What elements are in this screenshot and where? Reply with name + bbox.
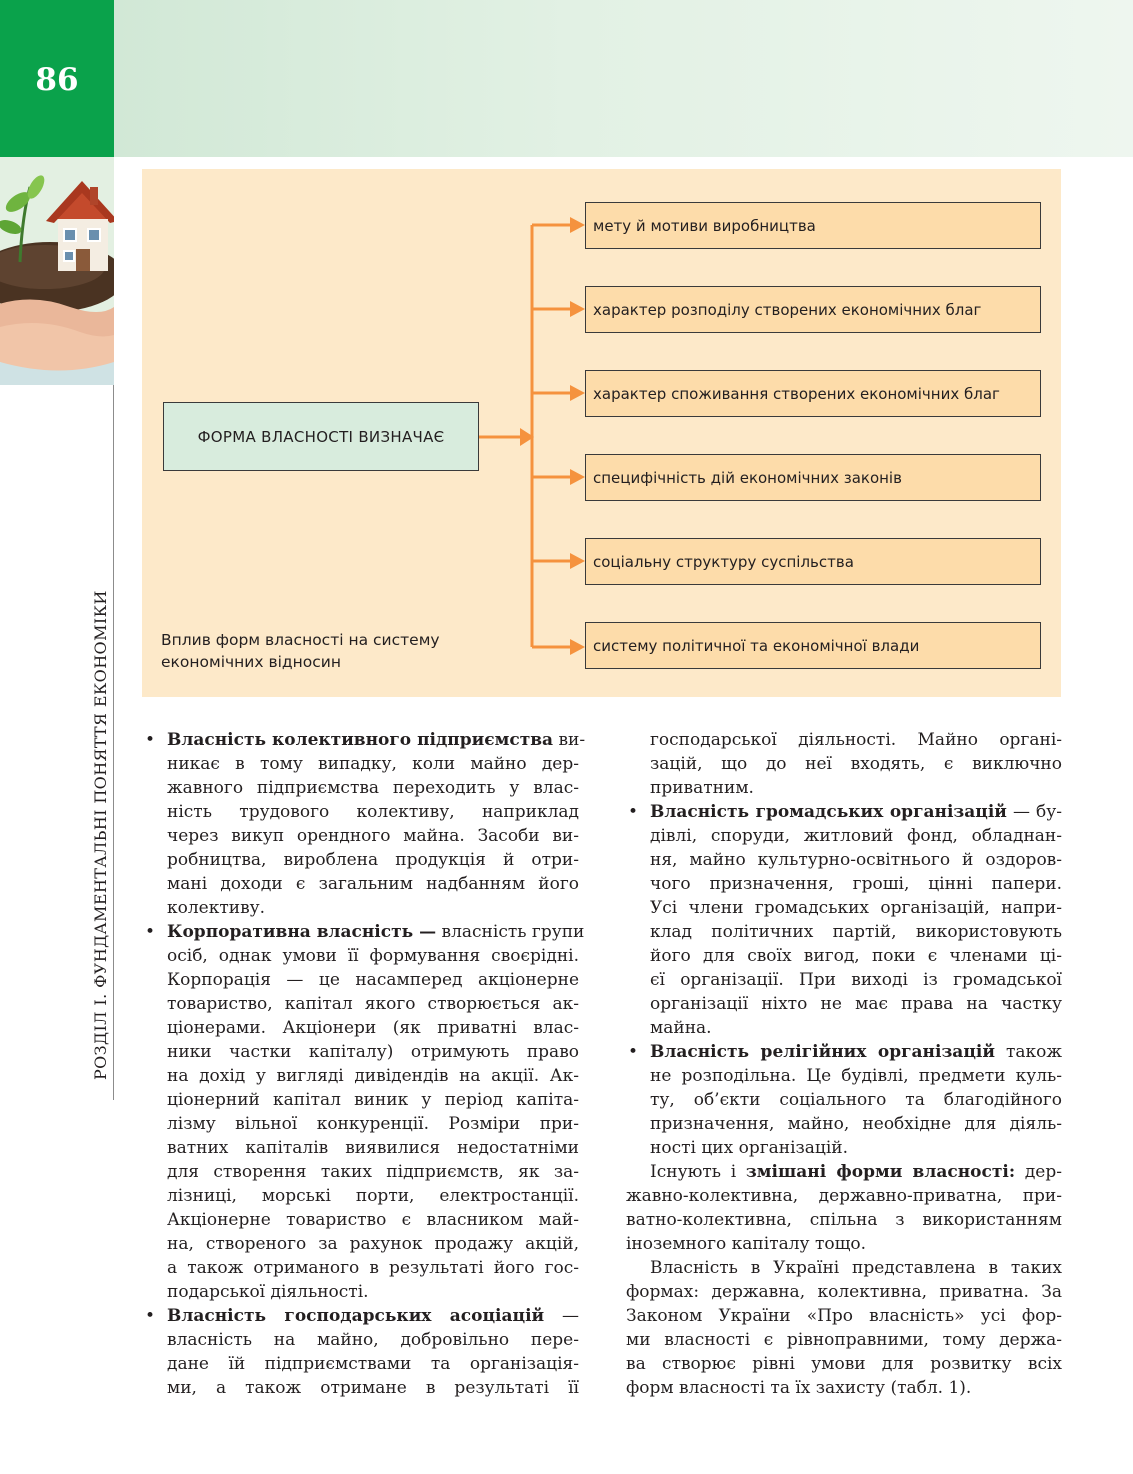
term-bold: Власність релігійних організацій [650,1042,995,1062]
caption-line: економічних відносин [161,653,341,671]
text-line: ність трудового колективу, наприклад [167,802,579,822]
diagram-caption [161,629,481,673]
text-line: на, створеного за рахунок продажу акцій, [167,1234,579,1254]
text-line: подарської діяльності. [167,1282,369,1302]
bullet-dot: • [628,802,639,822]
continuation-paragraph [626,728,1062,800]
diagram-target-box: специфічність дій економічних законів [585,454,1041,501]
bullet-dot: • [145,1306,156,1326]
bullet-dot: • [145,922,156,942]
text-line: ники частки капіталу) отримують право [167,1042,579,1062]
bullet-public-organizations [626,800,1062,1040]
diagram-target-box: характер споживання створених економічних благ [585,370,1041,417]
header-band [114,0,1133,157]
text-line: лізниці, морські порти, електростанції. [167,1186,579,1206]
text-line: Корпорація — це насамперед акціонерне [167,970,579,990]
text-line: формах: державна, колективна, приватна. За [626,1282,1062,1302]
text-line: жавного підприємства переходить у влас- [167,778,579,798]
bullet-collective-ownership [143,728,586,920]
text-line: форм власності та їх захисту (табл. 1). [626,1378,972,1398]
text-line: ва створює рівні умови для розвитку всіх [626,1354,1062,1374]
text-line: іноземного капіталу тощо. [626,1234,867,1254]
text-line: ватних капіталів виявилися недостатніми [167,1138,579,1158]
text-line: ціонерами. Акціонери (як приватні влас- [167,1018,579,1038]
mixed-forms-paragraph [626,1160,1062,1184]
bullet-business-associations [143,1304,579,1400]
text-line: чого призначення, гроші, цінні папери. [650,874,1062,894]
text-line: призначення, майно, необхідне для діяль- [650,1114,1062,1134]
diagram-source-box: ФОРМА ВЛАСНОСТІ ВИЗНАЧАЄ [163,402,479,471]
caption-line: Вплив форм власності на систему [161,631,440,649]
text-line: ня, майно культурно-освітнього й оздоров- [650,850,1062,870]
text-line: зацій, що до неї входять, є виключно [650,754,1062,774]
section-title-vertical: РОЗДІЛ І. ФУНДАМЕНТАЛЬНІ ПОНЯТТЯ ЕКОНОМІКИ [91,590,110,1080]
text-line: його для своїх вигод, поки є членами ці- [650,946,1062,966]
term-bold: Власність господарських асоціацій [167,1306,545,1326]
text-line: робництва, вироблена продукція й отри- [167,850,579,870]
text-run: ви- [553,730,586,750]
text-run: — бу- [1006,802,1062,822]
left-text-column [143,728,586,1400]
text-line: ми власності є рівноправними, тому держа- [626,1330,1062,1350]
term-bold: Корпоративна власність — [167,922,437,942]
ukraine-ownership-paragraph [626,1256,1062,1280]
text-line: на дохід у вигляді дивідендів на акції. Ак- [167,1066,579,1086]
text-line: не розподільна. Це будівлі, предмети куль- [650,1066,1062,1086]
text-line: дане їй підприємствами та організація- [167,1354,579,1374]
text-line: через викуп орендного майна. Засоби ви- [167,826,579,846]
ownership-diagram [142,169,1061,697]
house-plant-hands-photo [0,157,114,385]
text-line: Власність в Україні представлена в таких [650,1258,1062,1278]
text-line: жавно-колективна, державно-приватна, при- [626,1186,1062,1206]
text-line: а також отриманого в результаті його гос- [167,1258,579,1278]
text-run: — [544,1306,579,1326]
text-line: приватним. [650,778,754,798]
text-line: осіб, однак умови її формування своєрідні. [167,946,579,966]
mixed-forms-paragraph-body [626,1184,1062,1256]
text-line: ми, а також отримане в результаті її [167,1378,579,1398]
text-line: власність на майно, добровільно пере- [167,1330,579,1350]
text-line: дівлі, споруди, житловий фонд, обладнан- [650,826,1062,846]
term-bold: Власність громадських організацій [650,802,1007,822]
diagram-target-box: мету й мотиви виробництва [585,202,1041,249]
text-line: лізму вільної конкуренції. Розміри при- [167,1114,579,1134]
bullet-religious-organizations [626,1040,1062,1160]
text-line: Усі члени громадських організацій, напри- [650,898,1062,918]
bullet-corporate-ownership [143,920,585,1304]
text-line: майна. [650,1018,712,1038]
text-line: товариство, капітал якого створюється ак- [167,994,579,1014]
diagram-target-box: систему політичної та економічної влади [585,622,1041,669]
text-line: никає в тому випадку, коли майно дер- [167,754,579,774]
text-line: ту, об’єкти соціального та благодійного [650,1090,1062,1110]
page-number: 86 [35,62,79,98]
text-run: Існують і [650,1162,746,1182]
text-line: ватно-колективна, спільна з використанням [626,1210,1062,1230]
text-line: Акціонерне товариство є власником май- [167,1210,579,1230]
text-line: мані доходи є загальним надбанням його [167,874,579,894]
text-run: дер- [1015,1162,1062,1182]
ukraine-ownership-paragraph-body [626,1280,1062,1400]
text-line: ціонерний капітал виник у період капіта- [167,1090,579,1110]
text-line: єї організації. При виході із громадської [650,970,1062,990]
bullet-dot: • [145,730,156,750]
text-line: Законом України «Про власність» усі фор- [626,1306,1062,1326]
side-rule [113,385,114,1100]
text-line: колективу. [167,898,266,918]
diagram-target-box: характер розподілу створених економічних благ [585,286,1041,333]
text-line: організації ніхто не має права на частку [650,994,1062,1014]
text-line: клад політичних партій, використовують [650,922,1062,942]
term-bold: Власність колективного підприємства [167,730,554,750]
text-line: для створення таких підприємств, як за- [167,1162,579,1182]
text-line: господарської діяльності. Майно органі- [650,730,1062,750]
term-bold: змішані форми власності: [745,1162,1016,1182]
text-run: власність групи [436,922,585,942]
text-line: ності цих організацій. [650,1138,849,1158]
right-text-column [626,728,1062,1400]
bullet-dot: • [628,1042,639,1062]
text-run: також [994,1042,1062,1062]
diagram-target-box: соціальну структуру суспільства [585,538,1041,585]
